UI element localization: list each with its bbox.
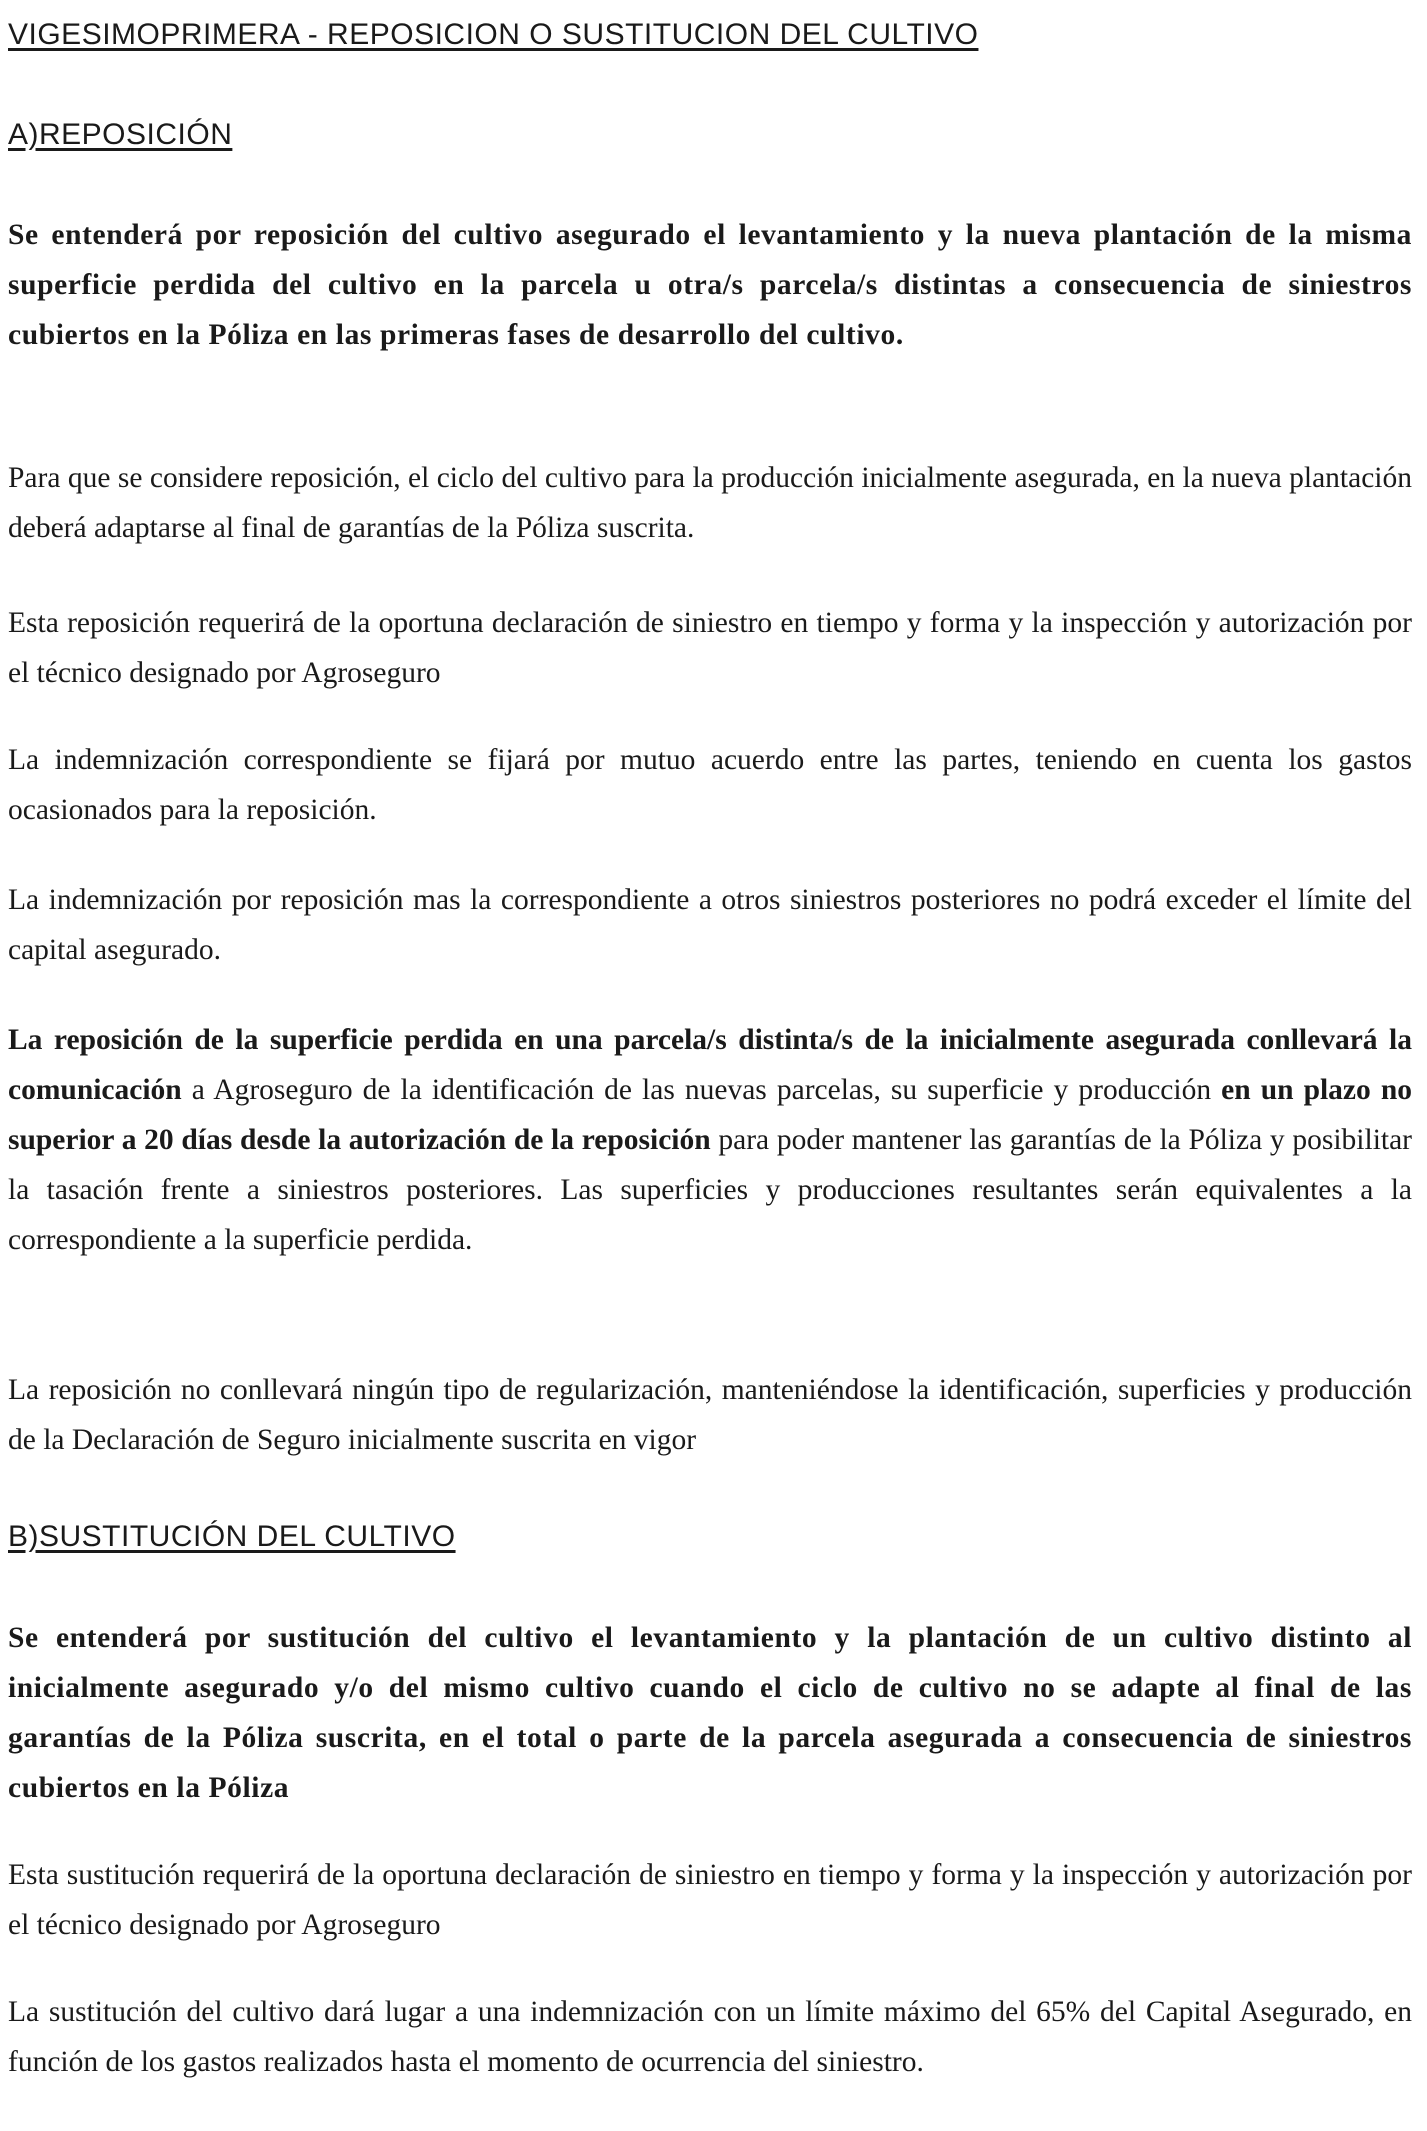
paragraph-6-text-2: para poder mantener las garantías de la Póliza y posibilitar la tasación frente a siniestros posteriores. Las superficies y producciones resultantes serán equivalentes a la correspondiente a la superficie perdida. [8, 1124, 1413, 1256]
section-b-paragraph-2: Esta sustitución requerirá de la oportuna declaración de siniestro en tiempo y forma y la inspección y autorización por el técnico designado por Agroseguro [8, 1859, 1412, 1941]
section-b-prefix: B) [8, 1520, 39, 1553]
page-title: VIGESIMOPRIMERA - REPOSICION O SUSTITUCION DEL CULTIVO [8, 18, 979, 51]
section-b-heading [8, 1520, 456, 1554]
section-a-paragraph-2: Para que se considere reposición, el ciclo del cultivo para la producción inicialmente asegurada, en la nueva plantación deberá adaptarse al final de garantías de la Póliza suscrita. [8, 462, 1412, 544]
section-a-paragraph-5: La indemnización por reposición mas la correspondiente a otros siniestros posteriores no podrá exceder el límite del capital asegurado. [8, 884, 1412, 966]
paragraph-6-text-1: a Agroseguro de la identificación de las nuevas parcelas, su superficie y producción [181, 1074, 1222, 1106]
section-a-paragraph-4: La indemnización correspondiente se fijará por mutuo acuerdo entre las partes, teniendo en cuenta los gastos ocasionados para la reposición. [8, 744, 1412, 826]
section-a-paragraph-7: La reposición no conllevará ningún tipo de regularización, manteniéndose la identificación, superficies y producción de la Declaración de Seguro inicialmente suscrita en vigor [8, 1374, 1412, 1456]
paragraph-6-bold-2: en un plazo no superior a 20 días desde la autorización de la reposición [8, 1074, 1412, 1156]
section-a-heading [8, 118, 232, 152]
section-a-paragraph-1: Se entenderá por reposición del cultivo asegurado el levantamiento y la nueva plantación de la misma superficie perdida del cultivo en la parcela u otra/s parcela/s distintas a consecuencia de siniestros cubiertos en la Póliza en las primeras fases de desarrollo del cultivo. [8, 219, 1412, 351]
section-b-title: SUSTITUCIÓN DEL CULTIVO [39, 1520, 456, 1553]
paragraph-6-bold-1: La reposición de la superficie perdida en una parcela/s distinta/s de la inicialmente asegurada conllevará la comunicación [8, 1024, 1412, 1106]
section-b-paragraph-3: La sustitución del cultivo dará lugar a una indemnización con un límite máximo del 65% del Capital Asegurado, en función de los gastos realizados hasta el momento de ocurrencia del siniestro. [8, 1996, 1412, 2078]
section-a-title: REPOSICIÓN [39, 118, 233, 151]
section-a-paragraph-3: Esta reposición requerirá de la oportuna declaración de siniestro en tiempo y forma y la inspección y autorización por el técnico designado por Agroseguro [8, 607, 1412, 689]
section-a-prefix: A) [8, 118, 39, 151]
section-b-paragraph-1: Se entenderá por sustitución del cultivo el levantamiento y la plantación de un cultivo distinto al inicialmente asegurado y/o del mismo cultivo cuando el ciclo de cultivo no se adapte al final de las garantías de la Póliza suscrita, en el total o parte de la parcela asegurada a consecuencia de siniestros cubiertos en la Póliza [8, 1622, 1412, 1804]
section-a-paragraph-6 [8, 1015, 1412, 1265]
